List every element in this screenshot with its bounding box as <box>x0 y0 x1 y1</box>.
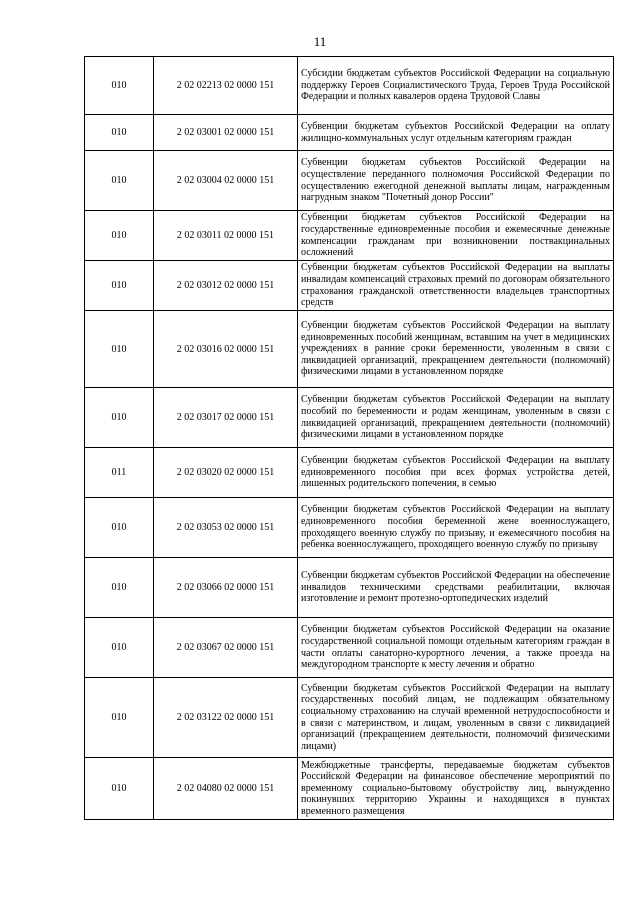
admin-code-cell: 010 <box>85 678 154 758</box>
table-row <box>85 618 614 678</box>
admin-code-cell: 010 <box>85 115 154 151</box>
budget-code-cell: 2 02 03016 02 0000 151 <box>154 311 298 388</box>
table-row <box>85 758 614 820</box>
description-cell: Субвенции бюджетам субъектов Российской Федерации на оплату жилищно-коммунальных услуг отдельным категориям граждан <box>298 115 614 151</box>
admin-code-cell: 010 <box>85 758 154 820</box>
admin-code-cell: 010 <box>85 558 154 618</box>
budget-code-cell: 2 02 03020 02 0000 151 <box>154 448 298 498</box>
description-cell: Субвенции бюджетам субъектов Российской Федерации на государственные единовременные пособия и ежемесячные денежные компенсации гражданам при возникновении поствакцинальных осложнений <box>298 211 614 261</box>
description-cell: Межбюджетные трансферты, передаваемые бюджетам субъектов Российской Федерации на финансовое обеспечение мероприятий по временному социально-бытовому обустройству лиц, вынужденно покинувших территорию Украины и находящихся в пунктах временного размещения <box>298 758 614 820</box>
admin-code-cell: 010 <box>85 388 154 448</box>
admin-code-cell: 010 <box>85 211 154 261</box>
description-cell: Субвенции бюджетам субъектов Российской Федерации на обеспечение инвалидов техническими средствами реабилитации, включая изготовление и ремонт протезно-ортопедических изделий <box>298 558 614 618</box>
table-row <box>85 211 614 261</box>
admin-code-cell: 010 <box>85 618 154 678</box>
table-row <box>85 558 614 618</box>
budget-code-cell: 2 02 03004 02 0000 151 <box>154 151 298 211</box>
description-cell: Субвенции бюджетам субъектов Российской Федерации на выплату единовременного пособия при всех формах устройства детей, лишенных родительского попечения, в семью <box>298 448 614 498</box>
description-cell: Субвенции бюджетам субъектов Российской Федерации на оказание государственной социальной помощи отдельным категориям граждан в части оплаты санаторно-курортного лечения, а также проезда на междугородном транспорте к месту лечения и обратно <box>298 618 614 678</box>
description-cell: Субвенции бюджетам субъектов Российской Федерации на выплаты инвалидам компенсаций страховых премий по договорам обязательного страхования гражданской ответственности владельцев транспортных средств <box>298 261 614 311</box>
table-body <box>85 57 614 820</box>
budget-code-cell: 2 02 03017 02 0000 151 <box>154 388 298 448</box>
budget-code-cell: 2 02 03122 02 0000 151 <box>154 678 298 758</box>
budget-code-cell: 2 02 03067 02 0000 151 <box>154 618 298 678</box>
budget-code-cell: 2 02 03053 02 0000 151 <box>154 498 298 558</box>
description-cell: Субвенции бюджетам субъектов Российской Федерации на выплату пособий по беременности и родам женщинам, уволенным в связи с ликвидацией организаций, прекращением деятельности (полномочий) физическими лицами в установленном порядке <box>298 388 614 448</box>
table-row <box>85 151 614 211</box>
description-cell: Субвенции бюджетам субъектов Российской Федерации на осуществление переданного полномочия Российской Федерации по осуществлению ежегодной денежной выплаты лицам, награжденным нагрудным знаком "Почетный донор России" <box>298 151 614 211</box>
table-row <box>85 678 614 758</box>
table-row <box>85 311 614 388</box>
table-row <box>85 115 614 151</box>
budget-code-cell: 2 02 03011 02 0000 151 <box>154 211 298 261</box>
budget-code-cell: 2 02 03012 02 0000 151 <box>154 261 298 311</box>
budget-codes-table <box>84 56 614 820</box>
admin-code-cell: 010 <box>85 311 154 388</box>
table-row <box>85 388 614 448</box>
description-cell: Субсидии бюджетам субъектов Российской Федерации на социальную поддержку Героев Социалистического Труда, Героев Труда Российской Федерации и полных кавалеров ордена Трудовой Славы <box>298 57 614 115</box>
budget-code-cell: 2 02 04080 02 0000 151 <box>154 758 298 820</box>
budget-code-cell: 2 02 03001 02 0000 151 <box>154 115 298 151</box>
admin-code-cell: 010 <box>85 57 154 115</box>
description-cell: Субвенции бюджетам субъектов Российской Федерации на выплату единовременного пособия беременной жене военнослужащего, проходящего военную службу по призыву, и ежемесячного пособия на ребенка военнослужащего, проходящего военную службу по призыву <box>298 498 614 558</box>
budget-code-cell: 2 02 02213 02 0000 151 <box>154 57 298 115</box>
description-cell: Субвенции бюджетам субъектов Российской Федерации на выплату государственных пособий лицам, не подлежащим обязательному социальному страхованию на случай временной нетрудоспособности и в связи с материнством, и лицам, уволенным в связи с ликвидацией организаций (прекращением деятельности, полномочий физическими лицами) <box>298 678 614 758</box>
page-number: 11 <box>313 34 327 49</box>
admin-code-cell: 010 <box>85 261 154 311</box>
budget-code-cell: 2 02 03066 02 0000 151 <box>154 558 298 618</box>
admin-code-cell: 010 <box>85 498 154 558</box>
admin-code-cell: 010 <box>85 151 154 211</box>
table-row <box>85 261 614 311</box>
table-row <box>85 498 614 558</box>
admin-code-cell: 011 <box>85 448 154 498</box>
description-cell: Субвенции бюджетам субъектов Российской Федерации на выплату единовременных пособий женщинам, вставшим на учет в медицинских учреждениях в ранние сроки беременности, уволенным в связи с ликвидацией организаций, прекращением деятельности (полномочий) физическими лицами в установленном порядке <box>298 311 614 388</box>
table-row <box>85 448 614 498</box>
table-row <box>85 57 614 115</box>
